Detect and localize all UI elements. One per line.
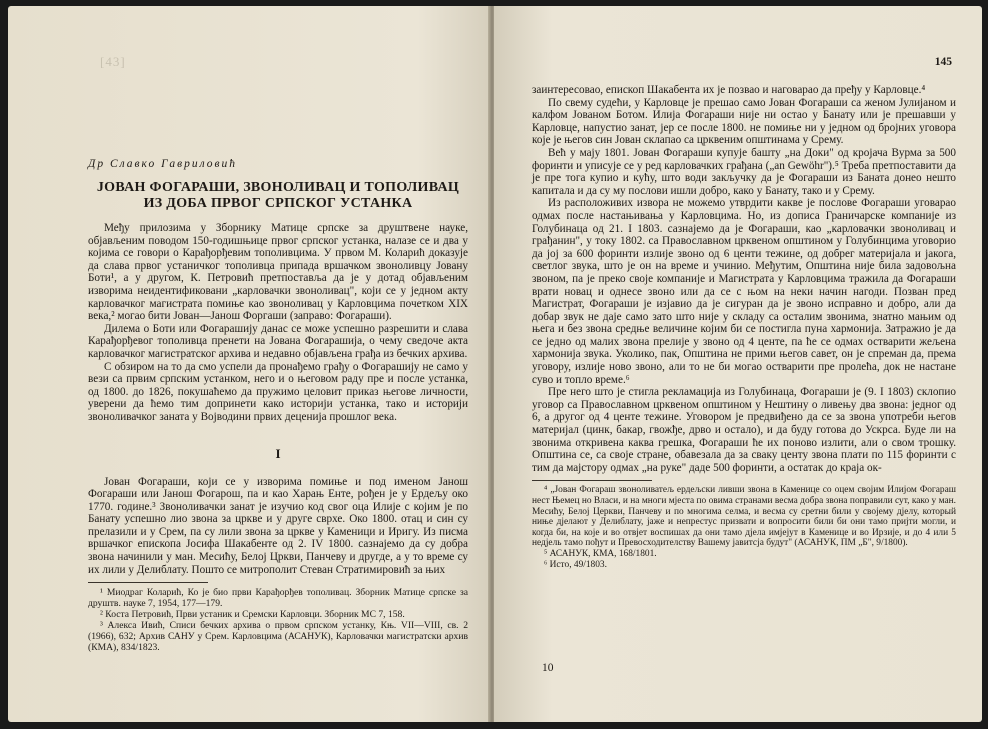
footnote: ² Коста Петровић, Први устаник и Сремски Карловци. Зборник МС 7, 158. [100,609,405,621]
paragraph: С обзиром на то да смо успели да пронађемо грађу о Фогарашију не само у вези са првим српским устанком, него и о његовом раду пре и после устанка, од 1800. до 1826, покушаћемо да пружимо целовит приказ његове личности, уверени да ћемо тим допринети како историји устанка, тако и историји звоноливачког заната у Војводини првих деценија прошлог века. [88,360,468,423]
footnote-divider [532,480,652,481]
paragraph: Дилема о Боти или Фогарашију данас се може успешно разрешити и слава Карађорђевог тополивца пренети на Јована Фогарашија, о чему сведоче акта карловачког магистратског архива и недавно објављена грађа из бечких архива. [88,322,468,360]
footnote: ⁵ АСАНУК, КМА, 168/1801. [544,548,657,559]
footnote-divider [88,582,208,583]
paragraph: Пре него што је стигла рекламација из Голубинаца, Фогараши је (9. I 1803) склопио уговор са Православном црквеном општином у Нештину о ливењу два звона: једног од 6, а другог од 4 центе тежине. Уговором је предвиђено да се за звона употреби његов материјал (цинк, бакар, гвожђе, дрво и остало), и да буду готова до Ускрса. Буде ли на звонима откривена каква грешка, Фогараши ће их поново излити, али о свом трошку. Општина се, са своје стране, обавезала да за сваку центу звона плати по 115 форинти с тим да мајстору одмах „на руке" даде 500 форинти, а остатак до краја ок- [532,386,956,474]
author-name: Др Славко Гавриловић [88,158,237,170]
paragraph: Из расположивих извора не можемо утврдити какве је послове Фогараши уговарао одмах после настањивања у Карловцима. Но, из дописа Граничарске компаније из Голубинаца од 21. I 1803. сазнајемо да је Фогараши, као „карловачки звоноливац и грађанин", у току 1802. са Православном црквеном општином у Голубинцима уговорио да јој за 600 форинти излије звоно од 6 центи тежине, од добрег материјала и јакога, светлог звука, што је он на време и учинио. Међутим, Општина није била задовољна звоном, па је преко своје компаније и Магистрата у Карловцима тражила да Фогараши врати новац и однесе звоно или да се с њом на неки начин нагоди. Позван пред Магистрат, Фогараши је изјавио да је сигуран да је звоно исправно и добро, али да добар звук не даје само зато што није у складу са осталим звонима, знатно мањим од њега и без звона средње величине којим би се постигла пуна хармонија. Затражио је да се једно од малих звона прелије у звоно од 4 центе, па ће се одмах остварити жељена хармонија звука. Уколико, пак, Општина не прими његов савет, он је спреман да, према уговору, излије ново звоно, али то не би могао остварити пре пролећа, док не настане суво и топло време.⁶ [532,197,956,386]
paragraph: Међу прилозима у Зборнику Матице српске за друштвене науке, објављеним поводом 150-годишњице првог српског устанка, налазе се и два у којима се говори о Карађорђевим тополивцима. У првом М. Коларић доказује да слава првог устаничког тополивца припада вршачком звоноливцу Јовану Боти¹, а у другом, К. Петровић претпоставља да је у дотад објављеним изворима неидентификовани „карловачки звоноливац", који се у једном акту карловачког магистрата помиње као звоноливац у Карловцима почетком XIX века,² могао бити Јован—Јанош Форгаши (заправо: Фогараши). [88,222,468,323]
left-page [8,6,490,722]
paragraph: По свему судећи, у Карловце је прешао само Јован Фогараши са женом Јулијаном и калфом Јованом Ботом. Илија Фогараши није ни остао у Банату или је прешавши у Карловце, напустио занат, јер се после 1800. не помиње ни у једном од бројних уговора које је његов син Јован склапао са црквеним општинама у Срему. [532,96,956,147]
page-number: 145 [934,56,952,68]
article-title: ЈОВАН ФОГАРАШИ, ЗВОНОЛИВАЦ И ТОПОЛИВАЦ ИЗ ДОБА ПРВОГ СРПСКОГ УСТАНКА [96,180,460,211]
paragraph: Већ у мају 1801. Јован Фогараши купује башту „на Доки" од кројача Вурма за 500 форинти и уписује се у ред карловачких грађана („an Gewöhr").⁵ Треба претпоставити да је пре тога купио и кућу, што води закључку да је Фогараши из Баната донео нешто капитала и да су му послови ишли добро, како у Банату, тако и у Срему. [532,146,956,197]
ghost-page-mark: [43] [100,54,126,69]
section-heading: I [275,445,281,461]
footnote: ¹ Миодраг Коларић, Ко је био први Карађорђев тополивац. Зборник Матице српске за друштв. науке 7, 1954, 177—179. [88,587,468,610]
signature-number: 10 [542,662,554,674]
footnote: ⁶ Исто, 49/1803. [544,559,607,570]
right-page [494,6,982,722]
paragraph: заинтересовао, епископ Шакабента их је позвао и наговарао да пређу у Карловце.⁴ [532,84,926,96]
paragraph: Јован Фогараши, који се у изворима помиње и под именом Јанош Фогараши или Јанош Фогарош, па и као Харањ Енте, рођен је у Ердељу око 1770. године.³ Звоноливачки занат је изучио код свог оца Илије с којим је по Банату успешно лио звона за цркве и у друге сврхе. Око 1800. отац и син су прелазили и у Срем, па су лили звона за цркве у Каменици и Иригу. Из писма вршачког епископа Јосифа Шакабенте од 2. IV 1800. сазнајемо да су добра звона начинили у ман. Месићу, Белој Цркви, Панчеву и другде, а у то време су их лили у Делиблату. Пошто се митрополит Стеван Стратимировић за њих [88,475,468,576]
footnote: ³ Алекса Ивић, Списи бечких архива о првом српском устанку, Књ. VII—VIII, св. 2 (1966), 632; Архив САНУ у Срем. Карловцима (АСАНУК), Карловачки магистратски архив (КМА), 834/1823. [88,620,468,654]
footnote: ⁴ „Јован Фогараш звоноливатељ ердељски ливши звона в Каменице со оцем својим Илијом Фогараш нест Њемец но Власи, и на многи мјеста по овима странами весма добра звона поправили сут, како у ман. Месићу, Белој Церкви, Панчеву и по многима селма, и весма су сретни били у своjему дјелу, который ниње дjелают у Делиблату, jажe и непрестус призвати и вопросити били би они тамо пријти могли, и когда би, на које и во отвјет воспишах да они тамо дјела имjеjут в Каменице и во Ирзиjе, и до 4 или 5 недјель тамо пођут и Превосходителству Вашему јавитсја будут" (АСАНУК, ПМ „Б", 9/1800). [532,485,956,549]
